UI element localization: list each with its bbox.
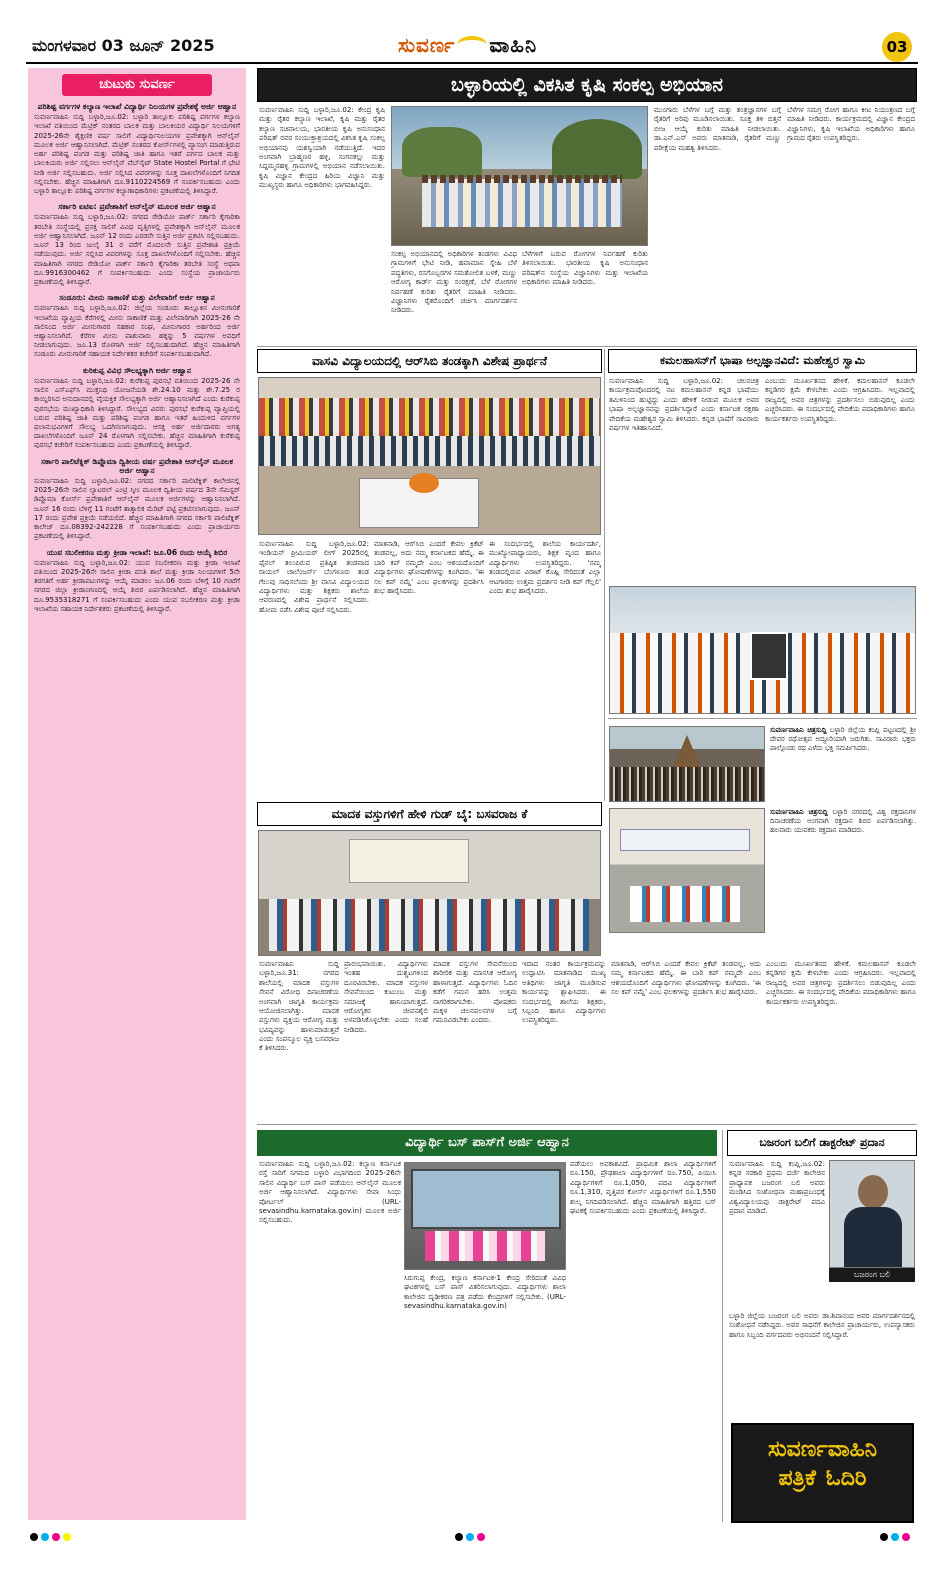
divider [257,1124,917,1125]
doctorate-col-1: ಸುವರ್ಣವಾಹಿನಿ ಸುದ್ದಿ ಕಂಪ್ಲಿ,ಜೂ.02: ಕನ್ನಡ ಸರಕಾರಿ ಪ್ರಥಮ ದರ್ಜೆ ಕಾಲೇಜಿನ ಪ್ರಾಧ್ಯಾಪಕ ಬಜರಂಗ ಬಲಿ ಅವರು ಮಂಡಿಸಿದ ಸಂಶೋಧನಾ ಮಹಾಪ್ರಬಂಧಕ್ಕೆ ವಿಶ್ವವಿದ್ಯಾಲಯವು ಡಾಕ್ಟರೇಟ್ ಪದವಿ ಪ್ರದಾನ ಮಾಡಿದೆ. [729,1160,825,1215]
brief-body: ಸುವರ್ಣವಾಹಿನಿ ಸುದ್ದಿ ಬಳ್ಳಾರಿ,ಜೂ.02: ಕುರೆಕುಪ್ಪ ಪುರಸಭೆ ವತಿಯಿಂದ 2025-26 ನೇ ಸಾಲಿನ ಎಸ್‌ಎಫ್‌ಸಿ ಮುಕ್ತನಿಧಿ ಯೋಜನೆಯಡಿ ಶೇ.24.10 ಮತ್ತು ಶೇ.7.25 ರ ಕಾಯ್ದಿರಿಸಿದ ಅನುದಾನದಲ್ಲಿ ವೈಯಕ್ತಿಕ ಸೌಲಭ್ಯಕ್ಕಾಗಿ ಅರ್ಜಿ ಆಹ್ವಾನಿಸಲಾಗಿದೆ ಎಂದು ಕುರೆಕುಪ್ಪ ಪುರಸಭೆಯ ಮುಖ್ಯಾಧಿಕಾರಿ ತಿಳಿಸಿದ್ದಾರೆ. ಸೌಲಭ್ಯದ ವಿವರ: ಪುರಸಭೆ ಕುರೆಕುಪ್ಪ ವ್ಯಾಪ್ತಿಯಲ್ಲಿ ಬರುವ ಪರಿಶಿಷ್ಟ ಜಾತಿ ಮತ್ತು ಪರಿಶಿಷ್ಟ ಪಂಗಡ ಹಾಗೂ ಇತರೆ ಹಿಂದುಳಿದ ವರ್ಗಗಳ ಫಲಾನುಭವಿಗಳಿಗೆ ಸೌಲಭ್ಯ ಒದಗಿಸಲಾಗುವುದು. ಆಸಕ್ತ ಅರ್ಹ ಅರ್ಜಿದಾರರು ಅಗತ್ಯ ದಾಖಲೆಗಳೊಂದಿಗೆ ಜೂನ್ 24 ರೊಳಗಾಗಿ ಸಲ್ಲಿಸಬೇಕು. ಹೆಚ್ಚಿನ ಮಾಹಿತಿಗಾಗಿ ಕುರೆಕುಪ್ಪ ಪುರಸಭೆ ಕಚೇರಿಗೆ ಸಂಪರ್ಕಿಸಬಹುದು ಎಂದು ಪ್ರಕಟಣೆಯಲ್ಲಿ ತಿಳಿಸಿದ್ದಾರೆ. [34,376,240,450]
page-number: 03 [882,32,912,62]
protest-photo [609,586,916,714]
logo-swoosh-icon [457,36,487,54]
logo-text-right: ವಾಹಿನಿ [489,33,538,57]
blood-brief-lead: ಸುವರ್ಣವಾಹಿನಿ ಚಿತ್ರಸುದ್ದಿ [770,808,828,816]
drug-col-4: ಇದಾದ ನಂತರ ಕಾರ್ಯಕ್ರಮವನ್ನು ಉದ್ಘಾಟಿಸಿ ಮಾತನಾಡಿದ ಮುಖ್ಯ ಅತಿಥಿಗಳು ಜಾಗೃತಿ ಮೂಡಿಸುವ ಕಾರ್ಯವನ್ನು ಶ್ಲಾಘಿಸಿದರು. ಈ ಸಂದರ್ಭದಲ್ಲಿ ಶಾಲೆಯ ಶಿಕ್ಷಕರು, ಸಿಬ್ಬಂದಿ ಹಾಗೂ ವಿದ್ಯಾರ್ಥಿಗಳು ಉಪಸ್ಥಿತರಿದ್ದರು. [522,960,606,1025]
school-headline: ವಾಸವಿ ವಿದ್ಯಾಲಯದಲ್ಲಿ ಆರ್‌ಸಿಬಿ ತಂಡಕ್ಕಾಗಿ ವಿಶೇಷ ಪ್ರಾರ್ಥನೆ [257,349,602,373]
issue-date: ಮಂಗಳವಾರ 03 ಜೂನ್ 2025 [32,36,215,55]
bus-col-1: ಸುವರ್ಣವಾಹಿನಿ ಸುದ್ದಿ ಬಳ್ಳಾರಿ,ಜೂ.02: ಕಲ್ಯಾಣ ಕರ್ನಾಟಕ ರಸ್ತೆ ಸಾರಿಗೆ ನಿಗಮದ ಬಳ್ಳಾರಿ ವಿಭಾಗದಿಂದ 2025-26ನೇ ಸಾಲಿನ ವಿದ್ಯಾರ್ಥಿ ಬಸ್ ಪಾಸ್ ಪಡೆಯಲು ಆನ್‌ಲೈನ್ ಮೂಲಕ ಅರ್ಜಿ ಆಹ್ವಾನಿಸಲಾಗಿದೆ. ವಿದ್ಯಾರ್ಥಿಗಳು ಸೇವಾ ಸಿಂಧು ಪೋರ್ಟಲ್ (URL-sevasindhu.karnataka.gov.in) ಮೂಲಕ ಅರ್ಜಿ ಸಲ್ಲಿಸಬಹುದು. [259,1160,401,1225]
brief-item [34,202,240,287]
ad-line-3: ಓದಿರಿ [825,1466,867,1491]
lead-col-2: ಸಂಕಲ್ಪ ಅಭಿಯಾನದಲ್ಲಿ ಅಧಿಕಾರಿಗಳ ತಂಡಗಳು ವಿವಿಧ ಗ್ರಾಮಗಳಿಗೆ ಭೇಟಿ ನೀಡಿ, ಹವಾಮಾನ ಸ್ನೇಹಿ ಬೆಳೆ ಪದ್ಧತಿಗಳು, ರಸಗೊಬ್ಬರಗಳ ಸಮತೋಲಿತ ಬಳಕೆ, ಮಣ್ಣು ಆರೋಗ್ಯ ಕಾರ್ಡ್ ಮತ್ತು ಸಂರಕ್ಷಣೆ, ಬೆಳೆ ರೋಗಗಳ ನಿರ್ವಹಣೆ ಕುರಿತು ರೈತರಿಗೆ ಮಾಹಿತಿ ನೀಡಿದರು. ವಿಜ್ಞಾನಿಗಳು ರೈತರೊಂದಿಗೆ ಚರ್ಚಿಸಿ ಮಾರ್ಗದರ್ಶನ ನೀಡಿದರು. [391,250,517,315]
lead-col-3: ಮುಂಗಾರು ಬೆಳೆಗಳ ಬಗ್ಗೆ ಮತ್ತು ತಂತ್ರಜ್ಞಾನಗಳ ಬಗ್ಗೆ ರೈತರಿಗೆ ಅರಿವು ಮೂಡಿಸಲಾಯಿತು. ಸೂಕ್ತ ತಳಿ ಬಿತ್ತನೆ ಬೀಜ ಆಯ್ಕೆ ಕುರಿತು ಮಾಹಿತಿ ನೀಡಲಾಯಿತು. ಡಾ.ಎನ್.ಎಸ್ ಅವರು ಮಾತನಾಡಿ, ರೈತರಿಗೆ ಮಣ್ಣು ಪರೀಕ್ಷೆಯ ಮಹತ್ವ ತಿಳಿಸಿದರು. [654,106,781,152]
kamal-headline: ಕಮಲಹಾಸನ್‌ಗೆ ಭಾಷಾ ಅಲ್ಪಜ್ಞಾನವಿದೆ: ಮಹೇಶ್ವರ ಸ್ವಾಮಿ [608,349,917,373]
bus-pass-headline: ವಿದ್ಯಾರ್ಥಿ ಬಸ್ ಪಾಸ್‌ಗೆ ಅರ್ಜಿ ಆಹ್ವಾನ [257,1130,717,1156]
brief-item [34,457,240,542]
divider [257,346,917,347]
lead-headline: ಬಳ್ಳಾರಿಯಲ್ಲಿ ವಿಕಸಿತ ಕೃಷಿ ಸಂಕಲ್ಪ ಅಭಿಯಾನ [257,68,917,102]
drug-col-3: ಮಾದಕ ವಸ್ತುಗಳ ಸೇವನೆಯಿಂದ ಶಾರೀರಿಕ ಮತ್ತು ಮಾನಸಿಕ ಆರೋಗ್ಯ ಹಾಳಾಗುತ್ತದೆ. ವಿದ್ಯಾರ್ಥಿಗಳು ಓದಿನ ಕಡೆಗೆ ಗಮನ ಹರಿಸಿ ಉತ್ತಮ ನಾಗರಿಕರಾಗಬೇಕು. ಪೋಷಕರು ಮಕ್ಕಳ ಚಲನವಲನಗಳ ಬಗ್ಗೆ ಗಮನವಿಡಬೇಕು ಎಂದರು. [433,960,517,1025]
portrait-caption: ಬಜರಂಗ ಬಲಿ [829,1268,915,1282]
school-col-1: ಸುವರ್ಣವಾಹಿನಿ ಸುದ್ದಿ ಬಳ್ಳಾರಿ,ಜೂ.02: ಇಂಡಿಯನ್ ಪ್ರೀಮಿಯರ್ ಲೀಗ್ 2025ರಲ್ಲಿ ಫೈನಲ್ ತಲುಪಿರುವ ಪ್ರತಿಷ್ಠಿತ ತಂಡವಾದ ರಾಯಲ್ ಚಾಲೆಂಜರ್ಸ್ ಬೆಂಗಳೂರು ತಂಡ ಗೆಲುವು ಸಾಧಿಸಲೆಂದು ಶ್ರೀ ವಾಸವಿ ವಿದ್ಯಾಲಯದ ವಿದ್ಯಾರ್ಥಿಗಳು ಮತ್ತು ಶಿಕ್ಷಕರು ಶಾಲೆಯ ಆವರಣದಲ್ಲಿ ವಿಶೇಷ ಪ್ರಾರ್ಥನೆ ಸಲ್ಲಿಸಿದರು. ಹೋಮ ನಡೆಸಿ ವಿಶೇಷ ಪೂಜೆ ಸಲ್ಲಿಸಿದರು. [259,540,369,614]
ad-line-1: ಸುವರ್ಣವಾಹಿನಿ [767,1437,878,1462]
rcb-prayer-photo [258,377,601,535]
brief-item [34,548,240,615]
chariot-festival-photo [609,726,765,802]
brief-body: ಸುವರ್ಣವಾಹಿನಿ ಸುದ್ದಿ ಬಳ್ಳಾರಿ,ಜೂ.02: ಯುವ ಸಬಲೀಕರಣ ಮತ್ತು ಕ್ರೀಡಾ ಇಲಾಖೆ ವತಿಯಿಂದ 2025-26ನೇ ಸಾಲಿನ ಕ್ರೀಡಾ ವಸತಿ ಶಾಲೆ ಮತ್ತು ಕ್ರೀಡಾ ನಿಲಯಗಳಿಗೆ 5ನೇ ತರಗತಿಗೆ ಅರ್ಹ ಕ್ರೀಡಾಪಟುಗಳನ್ನು ಆಯ್ಕೆ ಮಾಡಲು ಜೂ.06 ರಂದು ಬೆಳಿಗ್ಗೆ 10 ಗಂಟೆಗೆ ನಗರದ ಜಿಲ್ಲಾ ಕ್ರೀಡಾಂಗಣದಲ್ಲಿ ಆಯ್ಕೆ ಶಿಬಿರ ಏರ್ಪಡಿಸಲಾಗಿದೆ. ಹೆಚ್ಚಿನ ಮಾಹಿತಿಗಾಗಿ ದೂ.9535318271 ಗೆ ಸಂಪರ್ಕಿಸಬಹುದು ಎಂದು ಯುವ ಸಬಲೀಕರಣ ಮತ್ತು ಕ್ರೀಡಾ ಇಲಾಖೆಯ ಸಹಾಯಕ ನಿರ್ದೇಶಕರು ಪ್ರಕಟಣೆಯಲ್ಲಿ ತಿಳಿಸಿದ್ದಾರೆ. [34,558,240,613]
drug-col-6: ಎಂಬುದು ಮೂರ್ಖತನದ ಹೇಳಿಕೆ. ಕಮಲಹಾಸನ್ ಕೂಡಲೇ ಕನ್ನಡಿಗರ ಕ್ಷಮೆ ಕೇಳಬೇಕು ಎಂದು ಆಗ್ರಹಿಸಿದರು. ಇಲ್ಲವಾದಲ್ಲಿ ರಾಜ್ಯದಲ್ಲಿ ಅವರ ಚಿತ್ರಗಳನ್ನು ಪ್ರದರ್ಶಿಸಲು ಬಿಡುವುದಿಲ್ಲ ಎಂದು ಎಚ್ಚರಿಸಿದರು. ಈ ಸಂದರ್ಭದಲ್ಲಿ ವೇದಿಕೆಯ ಪದಾಧಿಕಾರಿಗಳು ಹಾಗೂ ಕಾರ್ಯಕರ್ತರು ಉಪಸ್ಥಿತರಿದ್ದರು. [766,960,916,1006]
doctorate-headline: ಬಜರಂಗ ಬಲಿಗೆ ಡಾಕ್ಟರೇಟ್ ಪ್ರದಾನ [727,1130,917,1156]
drug-awareness-photo [258,830,601,956]
lead-col-4: ಬೆಳೆಗಳ ಸಮಗ್ರ ರೋಗ ಹಾಗೂ ಕೀಟ ನಿಯಂತ್ರಣದ ಬಗ್ಗೆ ಮಾಹಿತಿ ನೀಡಿದರು. ಕಾರ್ಯಕ್ರಮದಲ್ಲಿ ವಿಜ್ಞಾನ ಕೇಂದ್ರದ ವಿಜ್ಞಾನಿಗಳು, ಕೃಷಿ ಇಲಾಖೆಯ ಅಧಿಕಾರಿಗಳು ಹಾಗೂ ಗ್ರಾಮದ ರೈತರು ಉಪಸ್ಥಿತರಿದ್ದರು. [787,106,915,143]
brief-heading: ಸರ್ಕಾರಿ ಐಟಿಐ: ಪ್ರವೇಶಾತಿಗೆ ಆನ್‌ಲೈನ್ ಮೂಲಕ ಅರ್ಜಿ ಆಹ್ವಾನ [58,202,216,212]
print-registration-marks-right [880,1530,910,1544]
brief-heading: ಪರಿಶಿಷ್ಟ ವರ್ಗಗಳ ಕಲ್ಯಾಣ ಇಲಾಖೆ ವಿದ್ಯಾರ್ಥಿ ನಿಲಯಗಳ ಪ್ರವೇಶಕ್ಕೆ ಅರ್ಜಿ ಆಹ್ವಾನ [37,102,237,111]
bus-students-photo [404,1162,566,1270]
chariot-brief [770,726,916,802]
kamal-col-2: ಎಂಬುದು ಮೂರ್ಖತನದ ಹೇಳಿಕೆ. ಕಮಲಹಾಸನ್ ಕೂಡಲೇ ಕನ್ನಡಿಗರ ಕ್ಷಮೆ ಕೇಳಬೇಕು ಎಂದು ಆಗ್ರಹಿಸಿದರು. ಇಲ್ಲವಾದಲ್ಲಿ ರಾಜ್ಯದಲ್ಲಿ ಅವರ ಚಿತ್ರಗಳನ್ನು ಪ್ರದರ್ಶಿಸಲು ಬಿಡುವುದಿಲ್ಲ ಎಂದು ಎಚ್ಚರಿಸಿದರು. ಈ ಸಂದರ್ಭದಲ್ಲಿ ವೇದಿಕೆಯ ಪದಾಧಿಕಾರಿಗಳು ಹಾಗೂ ಕಾರ್ಯಕರ್ತರು ಉಪಸ್ಥಿತರಿದ್ದರು. [765,377,915,423]
blood-brief [770,808,916,933]
school-col-3: ಈ ಸಂದರ್ಭದಲ್ಲಿ ಶಾಲೆಯ ಕಾರ್ಯದರ್ಶಿ, ಮುಖ್ಯೋಪಾಧ್ಯಾಯರು, ಶಿಕ್ಷಕ ವೃಂದ ಹಾಗೂ ವಿದ್ಯಾರ್ಥಿಗಳು ಉಪಸ್ಥಿತರಿದ್ದರು. 'ನಮ್ಮ ತಂಡದಲ್ಲಿರುವ ವಿರಾಟ್ ಕೊಹ್ಲಿ ಸೇರಿದಂತೆ ಎಲ್ಲಾ ಆಟಗಾರರು ಉತ್ತಮ ಪ್ರದರ್ಶನ ನೀಡಿ ಕಪ್ ಗೆಲ್ಲಲಿ' ಎಂದು ಶುಭ ಹಾರೈಸಿದರು. [489,540,601,595]
drug-col-2: ಪ್ರಾರಂಭವಾಯಿತು. ವಿದ್ಯಾರ್ಥಿಗಳು ಇಂತಹ ದುಶ್ಚಟಗಳಿಂದ ದೂರವಿರಬೇಕು. ಮಾದಕ ವಸ್ತುಗಳ ಸೇವನೆಯಿಂದ ಕುಟುಂಬ ಮತ್ತು ಸಮಾಜಕ್ಕೆ ಹಾನಿಯಾಗುತ್ತದೆ. ಆರೋಗ್ಯಕರ ಜೀವನಶೈಲಿ ಅಳವಡಿಸಿಕೊಳ್ಳಬೇಕು ಎಂದು ಸಲಹೆ ನೀಡಿದರು. [344,960,428,1034]
bus-col-3: ಪಡೆಯಲು ಅವಕಾಶವಿದೆ. ಪ್ರಾಥಮಿಕ ಶಾಲಾ ವಿದ್ಯಾರ್ಥಿಗಳಿಗೆ ರೂ.150, ಪ್ರೌಢಶಾಲಾ ವಿದ್ಯಾರ್ಥಿಗಳಿಗೆ ರೂ.750, ಪಿಯುಸಿ ವಿದ್ಯಾರ್ಥಿಗಳಿಗೆ ರೂ.1,050, ಪದವಿ ವಿದ್ಯಾರ್ಥಿಗಳಿಗೆ ರೂ.1,310, ವೃತ್ತಿಪರ ಕೋರ್ಸ್ ವಿದ್ಯಾರ್ಥಿಗಳಿಗೆ ರೂ.1,550 ಶುಲ್ಕ ನಿಗದಿಪಡಿಸಲಾಗಿದೆ. ಹೆಚ್ಚಿನ ಮಾಹಿತಿಗಾಗಿ ಹತ್ತಿರದ ಬಸ್ ಘಟಕಕ್ಕೆ ಸಂಪರ್ಕಿಸಬಹುದು ಎಂದು ಪ್ರಕಟಣೆಯಲ್ಲಿ ತಿಳಿಸಿದ್ದಾರೆ. [570,1160,716,1215]
brief-heading: ಯುವ ಸಬಲೀಕರಣ ಮತ್ತು ಕ್ರೀಡಾ ಇಲಾಖೆ: ಜೂ.06 ರಂದು ಆಯ್ಕೆ ಶಿಬಿರ [46,547,228,557]
brief-body: ಸುವರ್ಣವಾಹಿನಿ ಸುದ್ದಿ ಬಳ್ಳಾರಿ,ಜೂ.02: ನಗರದ ರೇಡಿಯೋ ಪಾರ್ಕ್ ಸರ್ಕಾರಿ ಕೈಗಾರಿಕಾ ತರಬೇತಿ ಸಂಸ್ಥೆಯಲ್ಲಿ ಪ್ರಸಕ್ತ ಸಾಲಿಗೆ ವಿವಿಧ ವೃತ್ತಿಗಳಲ್ಲಿ ಪ್ರವೇಶಕ್ಕಾಗಿ ಆನ್‌ಲೈನ್ ಮೂಲಕ ಅರ್ಜಿ ಆಹ್ವಾನಿಸಲಾಗಿದೆ. ಜೂನ್ 12 ರಂದು ಎರಡನೇ ಸುತ್ತಿನ ಅರ್ಜಿ ಪ್ರಕಟಿಸಿ ಸಲ್ಲಿಸಬಹುದು. ಜೂನ್ 13 ರಿಂದ ಜುಲೈ 31 ರ ವರೆಗೆ ಮೊದಲನೇ ಸುತ್ತಿನ ಪ್ರವೇಶಾತಿ ಪ್ರಕ್ರಿಯೆ ನಡೆಯುವುದು. ಅರ್ಜಿ ಸಲ್ಲಿಸಿದ ವಿವರಗಳನ್ನು ಸೂಕ್ತ ದಾಖಲೆಗಳೊಂದಿಗೆ ಸಲ್ಲಿಸಬೇಕು. ಹೆಚ್ಚಿನ ಮಾಹಿತಿಗಾಗಿ ನಗರದ ರೇಡಿಯೋ ಪಾರ್ಕ್ ಸರ್ಕಾರಿ ಕೈಗಾರಿಕಾ ತರಬೇತಿ ಸಂಸ್ಥೆ ಅಥವಾ ದೂ.9916300462 ಗೆ ಸಂಪರ್ಕಿಸಬಹುದು ಎಂದು ಸಂಸ್ಥೆಯ ಪ್ರಾಚಾರ್ಯರು ಪ್ರಕಟಣೆಯಲ್ಲಿ ತಿಳಿಸಿದ್ದಾರೆ. [34,213,240,286]
lead-col-3b: ಬೆಳೆಗಳಿಗೆ ಬರುವ ರೋಗಗಳ ನಿರ್ವಹಣೆ ಕುರಿತು ತಿಳಿಸಲಾಯಿತು. ಭಾರತೀಯ ಕೃಷಿ ಅನುಸಂಧಾನ ಪರಿಷತ್‌ನ ಸಂಸ್ಥೆಯ ವಿಜ್ಞಾನಿಗಳು ಮತ್ತು ಇಲಾಖೆಯ ಅಧಿಕಾರಿಗಳು ಮಾಹಿತಿ ನೀಡಿದರು. [522,250,648,287]
brief-item [34,102,240,196]
brief-heading: ಸಂಡೂರು: ಮೀನು ಸಾಕಾಣಿಕೆ ಮತ್ತು ವಿಲೇವಾರಿಗೆ ಅರ್ಜಿ ಆಹ್ವಾನ [59,293,215,303]
blood-donation-photo [609,808,765,933]
chariot-brief-body: ಬಳ್ಳಾರಿ ಜಿಲ್ಲೆಯ ಕಂಪ್ಲಿ ಪಟ್ಟಣದಲ್ಲಿ ಶ್ರೀ ದೇವರ ರಥೋತ್ಸವ ಅದ್ದೂರಿಯಾಗಿ ಜರುಗಿತು. ಸಾವಿರಾರು ಭಕ್ತರು ಪಾಲ್ಗೊಂಡು ರಥ ಎಳೆದು ಭಕ್ತಿ ಸಮರ್ಪಿಸಿದರು. [770,726,916,752]
newspaper-logo [398,30,537,60]
print-registration-marks-left [30,1530,71,1544]
divider [722,1130,723,1522]
drug-col-1: ಸುವರ್ಣವಾಹಿನಿ ಸುದ್ದಿ ಬಳ್ಳಾರಿ,ಜೂ.31: ನಗರದ ಶಾಲೆಯಲ್ಲಿ ಮಾದಕ ವಸ್ತುಗಳ ಸೇವನೆ ವಿರೋಧಿ ದಿನಾಚರಣೆಯ ಅಂಗವಾಗಿ ಜಾಗೃತಿ ಕಾರ್ಯಕ್ರಮ ಆಯೋಜಿಸಲಾಗಿತ್ತು. ಮಾದಕ ವಸ್ತುಗಳು ವ್ಯಕ್ತಿಯ ಆರೋಗ್ಯ ಮತ್ತು ಭವಿಷ್ಯವನ್ನು ಹಾಳುಮಾಡುತ್ತವೆ ಎಂದು ಸಂಪನ್ಮೂಲ ವ್ಯಕ್ತಿ ಬಸವರಾಜ ಕೆ ತಿಳಿಸಿದರು. [259,960,339,1053]
logo-text-left: ಸುವರ್ಣ [398,33,456,57]
lead-col-1: ಸುವರ್ಣವಾಹಿನಿ ಸುದ್ದಿ ಬಳ್ಳಾರಿ,ಜೂ.02: ಕೇಂದ್ರ ಕೃಷಿ ಮತ್ತು ರೈತರ ಕಲ್ಯಾಣ ಇಲಾಖೆ, ಕೃಷಿ ಮತ್ತು ರೈತರ ಕಲ್ಯಾಣ ಸಚಿವಾಲಯ, ಭಾರತೀಯ ಕೃಷಿ ಅನುಸಂಧಾನ ಪರಿಷತ್ ರವರ ಸಂಯುಕ್ತಾಶ್ರಯದಲ್ಲಿ ವಿಕಸಿತ ಕೃಷಿ ಸಂಕಲ್ಪ ಅಭಿಯಾನವು ಯಶಸ್ವಿಯಾಗಿ ನಡೆಯುತ್ತಿದೆ. ಇದರ ಅಂಗವಾಗಿ ಬ್ರಾಹ್ಮಣರ ಹಳ್ಳಿ, ಸಂಗನಕಲ್ಲು ಮತ್ತು ಸಿದ್ದಮ್ಮನಹಳ್ಳಿ ಗ್ರಾಮಗಳಲ್ಲಿ ಅಭಿಯಾನ ನಡೆಸಲಾಯಿತು. ಕೃಷಿ ವಿಜ್ಞಾನ ಕೇಂದ್ರದ ಹಿರಿಯ ವಿಜ್ಞಾನಿ ಮತ್ತು ಮುಖ್ಯಸ್ಥರು ಹಾಗೂ ಅಧಿಕಾರಿಗಳು ಭಾಗವಹಿಸಿದ್ದರು. [259,106,385,189]
farmers-group-photo [391,106,648,246]
brief-heading: ಕುರಿಕುಪ್ಪ ವಿವಿಧ ಸೌಲಭ್ಯಕ್ಕಾಗಿ ಅರ್ಜಿ ಆಹ್ವಾನ [83,365,191,375]
brief-item [34,293,240,360]
drug-col-5: ಮಾತನಾಡಿ, ಆರ್‌ಸಿಬಿ ಎಂದರೆ ಕೇವಲ ಕ್ರಿಕೆಟ್ ತಂಡವಲ್ಲ, ಅದು ನಮ್ಮ ಕರ್ನಾಟಕದ ಹೆಮ್ಮೆ. ಈ ಬಾರಿ ಕಪ್ ನಮ್ಮದೇ ಎಂಬ ಆಶಯದೊಂದಿಗೆ ವಿದ್ಯಾರ್ಥಿಗಳು ಘೋಷಣೆಗಳನ್ನು ಕೂಗಿದರು. 'ಈ ಸಲ ಕಪ್ ನಮ್ದೆ' ಎಂಬ ಫಲಕಗಳನ್ನು ಪ್ರದರ್ಶಿಸಿ ಶುಭ ಹಾರೈಸಿದರು. [611,960,761,997]
brief-item [34,366,240,451]
blood-brief-body: ಬಳ್ಳಾರಿ ನಗರದಲ್ಲಿ ವಿಶ್ವ ರಕ್ತದಾನಿಗಳ ದಿನಾಚರಣೆಯ ಅಂಗವಾಗಿ ರಕ್ತದಾನ ಶಿಬಿರ ಏರ್ಪಡಿಸಲಾಗಿತ್ತು. ಹಲವಾರು ಯುವಕರು ರಕ್ತದಾನ ಮಾಡಿದರು. [770,808,916,834]
school-col-2: ಮಾತನಾಡಿ, ಆರ್‌ಸಿಬಿ ಎಂದರೆ ಕೇವಲ ಕ್ರಿಕೆಟ್ ತಂಡವಲ್ಲ, ಅದು ನಮ್ಮ ಕರ್ನಾಟಕದ ಹೆಮ್ಮೆ. ಈ ಬಾರಿ ಕಪ್ ನಮ್ಮದೇ ಎಂಬ ಆಶಯದೊಂದಿಗೆ ವಿದ್ಯಾರ್ಥಿಗಳು ಘೋಷಣೆಗಳನ್ನು ಕೂಗಿದರು. 'ಈ ಸಲ ಕಪ್ ನಮ್ದೆ' ಎಂಬ ಫಲಕಗಳನ್ನು ಪ್ರದರ್ಶಿಸಿ ಶುಭ ಹಾರೈಸಿದರು. [374,540,484,595]
bajaranga-bali-portrait [829,1160,915,1268]
brief-body: ಸುವರ್ಣವಾಹಿನಿ ಸುದ್ದಿ ಬಳ್ಳಾರಿ,ಜೂ.02: ಬಳ್ಳಾರಿ ತಾಲ್ಲೂಕು ಪರಿಶಿಷ್ಟ ವರ್ಗಗಳ ಕಲ್ಯಾಣ ಇಲಾಖೆ ವತಿಯಿಂದ ಮೆಟ್ರಿಕ್ ನಂತರದ ಬಾಲಕ ಮತ್ತು ಬಾಲಕಿಯರ ವಿದ್ಯಾರ್ಥಿ ನಿಲಯಗಳಿಗೆ 2025-26ನೇ ಶೈಕ್ಷಣಿಕ ವರ್ಷ ಸಾಲಿಗೆ ವಿದ್ಯಾರ್ಥಿನಿಲಯಗಳ ಪ್ರವೇಶಕ್ಕಾಗಿ ಆನ್‌ಲೈನ್ ಮೂಲಕ ಅರ್ಜಿ ಆಹ್ವಾನಿಸಲಾಗಿದೆ. ಮೆಟ್ರಿಕ್ ನಂತರದ ಕೋರ್ಸ್‌ಗಳಲ್ಲಿ ವ್ಯಾಸಂಗ ಮಾಡುತ್ತಿರುವ ಅರ್ಹ ಪರಿಶಿಷ್ಟ ಪಂಗಡ ಮತ್ತು ಪರಿಶಿಷ್ಟ ಜಾತಿ ಹಾಗೂ ಇತರೆ ವರ್ಗದ ಬಾಲಕ ಮತ್ತು ಬಾಲಕಿಯರು ಅರ್ಜಿ ಸಲ್ಲಿಸಲು ಆನ್‌ಲೈನ್ ವೆಬ್‌ಸೈಟ್ State Hostel Portal ಗೆ ಭೇಟಿ ನೀಡಿ ಅರ್ಜಿ ಸಲ್ಲಿಸಬಹುದು. ಅರ್ಜಿ ಸಲ್ಲಿಸಿದ ವಿವರಗಳನ್ನು ಸೂಕ್ತ ದಾಖಲೆಗಳೊಂದಿಗೆ ನಿಗದಿತ ಸಲ್ಲಿಸಬೇಕು. ಹೆಚ್ಚಿನ ಮಾಹಿತಿಗಾಗಿ ದೂ.9110224569 ಗೆ ಸಂಪರ್ಕಿಸಬಹುದು ಎಂದು ಬಳ್ಳಾರಿ ತಾಲ್ಲೂಕು ಪರಿಶಿಷ್ಟ ವರ್ಗಗಳ ಕಲ್ಯಾಣಾಧಿಕಾರಿಗಳು ಪ್ರಕಟಣೆಯಲ್ಲಿ ತಿಳಿಸಿದ್ದಾರೆ. [34,113,240,195]
divider [608,718,917,719]
print-registration-marks-center [455,1530,485,1544]
newspaper-promo-ad [731,1423,914,1523]
drug-headline: ಮಾದಕ ವಸ್ತುಗಳಿಗೆ ಹೇಳಿ ಗುಡ್ ಬೈ: ಬಸವರಾಜ ಕೆ [257,802,602,826]
briefs-column [28,68,246,1520]
chariot-brief-lead: ಸುವರ್ಣವಾಹಿನಿ ಚಿತ್ರಸುದ್ದಿ [770,726,827,734]
brief-heading: ಸರ್ಕಾರಿ ಪಾಲಿಟೆಕ್ನಿಕ್ ಡಿಪ್ಲೊಮಾ ದ್ವಿತೀಯ ವರ್ಷ ಪ್ರವೇಶಾತಿ ಆನ್‌ಲೈನ್ ಮೂಲಕ ಅರ್ಜಿ ಆಹ್ವಾನ [40,456,234,475]
bus-col-2: ಸಿರುಗುಪ್ಪ ಕೇಂದ್ರ, ಕಲ್ಯಾಣ ಕರ್ನಾಟಕ-1 ಕೇಂದ್ರ ಸೇರಿದಂತೆ ವಿವಿಧ ಘಟಕಗಳಲ್ಲಿ ಬಸ್ ಪಾಸ್ ವಿತರಿಸಲಾಗುವುದು. ವಿದ್ಯಾರ್ಥಿಗಳು ಶಾಲಾ ಕಾಲೇಜಿನ ದೃಢೀಕರಣ ಪತ್ರ ಪಡೆದು ಕೇಂದ್ರಗಳಿಗೆ ಸಲ್ಲಿಸಬೇಕು. (URL-sevasindhu.karnataka.gov.in) [404,1274,566,1311]
brief-body: ಸುವರ್ಣವಾಹಿನಿ ಸುದ್ದಿ ಬಳ್ಳಾರಿ,ಜೂ.02: ನಗರದ ಸರ್ಕಾರಿ ಪಾಲಿಟೆಕ್ನಿಕ್ ಕಾಲೇಜಿನಲ್ಲಿ 2025-26ನೇ ಸಾಲಿನ ಲ್ಯಾಟರಲ್ ಎಂಟ್ರಿ ಸ್ಕೀಂ ಮೂಲಕ ದ್ವಿತೀಯ ವರ್ಷದ 3ನೇ ಸೆಮಿಸ್ಟರ್ ಡಿಪ್ಲೊಮಾ ಕೋರ್ಸ್ ಪ್ರವೇಶಾತಿಗೆ ಆನ್‌ಲೈನ್ ಮೂಲಕ ಅರ್ಜಿಗಳನ್ನು ಆಹ್ವಾನಿಸಲಾಗಿದೆ. ಜೂನ್ 16 ರಂದು ಬೆಳಿಗ್ಗೆ 11 ಗಂಟೆಗೆ ತಾತ್ಕಾಲಿಕ ಮೆರಿಟ್ ಪಟ್ಟಿ ಪ್ರಕಟಿಸಲಾಗುವುದು. ಜೂನ್ 17 ರಂದು ಪ್ರವೇಶ ಪ್ರಕ್ರಿಯೆ ನಡೆಯಲಿದೆ. ಹೆಚ್ಚಿನ ಮಾಹಿತಿಗಾಗಿ ನಗರದ ಸರ್ಕಾರಿ ಪಾಲಿಟೆಕ್ನಿಕ್ ಕಾಲೇಜ್ ದೂ.08392-242228 ಗೆ ಸಂಪರ್ಕಿಸಬಹುದು ಎಂದು ಪ್ರಾಚಾರ್ಯರು ಪ್ರಕಟಣೆಯಲ್ಲಿ ತಿಳಿಸಿದ್ದಾರೆ. [34,476,240,541]
masthead [26,30,918,64]
doctorate-col-2: ಬಳ್ಳಾರಿ ಜಿಲ್ಲೆಯ ಬಜರಂಗ ಬಲಿ ಅವರು ಡಾ.ಶಿವಾನಂದ ಅವರ ಮಾರ್ಗದರ್ಶನದಲ್ಲಿ ಸಂಶೋಧನೆ ನಡೆಸಿದ್ದರು. ಅವರ ಸಾಧನೆಗೆ ಕಾಲೇಜಿನ ಪ್ರಾಚಾರ್ಯರು, ಉಪನ್ಯಾಸಕರು ಹಾಗೂ ಸಿಬ್ಬಂದಿ ವರ್ಗದವರು ಅಭಿನಂದನೆ ಸಲ್ಲಿಸಿದ್ದಾರೆ. [729,1312,915,1339]
ad-line-2: ಪತ್ರಿಕೆ [778,1466,816,1491]
divider [604,349,605,801]
briefs-title: ಚುಟುಕು ಸುವರ್ಣ [62,74,212,96]
kamal-col-1: ಸುವರ್ಣವಾಹಿನಿ ಸುದ್ದಿ ಬಳ್ಳಾರಿ,ಜೂ.02: ಚಲನಚಿತ್ರ ಕಾರ್ಯಕ್ರಮವೊಂದರಲ್ಲಿ ನಟ ಕಮಲಹಾಸನ್ ಕನ್ನಡ ಭಾಷೆಯು ತಮಿಳಿನಿಂದ ಹುಟ್ಟಿದ್ದು ಎಂದು ಹೇಳಿಕೆ ನೀಡುವ ಮೂಲಕ ಅವರ ಭಾಷಾ ಅಲ್ಪಜ್ಞಾನವನ್ನು ಪ್ರದರ್ಶಿಸಿದ್ದಾರೆ ಎಂದು ಕರ್ನಾಟಕ ರಕ್ಷಣಾ ವೇದಿಕೆಯ ಮಹೇಶ್ವರ ಸ್ವಾಮಿ ತಿಳಿಸಿದರು. ಕನ್ನಡ ಭಾಷೆಗೆ ಸಾವಿರಾರು ವರ್ಷಗಳ ಇತಿಹಾಸವಿದೆ. [609,377,759,432]
brief-body: ಸುವರ್ಣವಾಹಿನಿ ಸುದ್ದಿ ಬಳ್ಳಾರಿ,ಜೂ.02: ಜಿಲ್ಲೆಯ ಸಂಡೂರು ತಾಲ್ಲೂಕಿನ ಮೀನುಗಾರಿಕೆ ಇಲಾಖೆಯ ವ್ಯಾಪ್ತಿಯ ಕೆರೆಗಳಲ್ಲಿ ಮೀನು ಸಾಕಾಣಿಕೆ ಮತ್ತು ವಿಲೇವಾರಿಗಾಗಿ 2025-26 ನೇ ಸಾಲಿನಿಂದ ಅರ್ಜಿ ಮೀನುಗಾರರ ಸಹಕಾರ ಸಂಘ, ಮೀನುಗಾರರ ಅರ್ಹರಿಂದ ಅರ್ಜಿ ಆಹ್ವಾನಿಸಲಾಗಿದೆ. ಕೆರೆಗಳ ಮೀನು ಪಾಶುವಾರು ಹಕ್ಕನ್ನು 5 ವರ್ಷಗಳ ಅವಧಿಗೆ ನೀಡಲಾಗುವುದು. ಜೂ.13 ರೊಳಗಾಗಿ ಅರ್ಜಿ ಸಲ್ಲಿಸಬಹುದಾಗಿದೆ. ಹೆಚ್ಚಿನ ಮಾಹಿತಿಗಾಗಿ ಸಂಡೂರು ಮೀನುಗಾರಿಕೆ ಸಹಾಯಕ ನಿರ್ದೇಶಕರ ಕಚೇರಿಗೆ ಸಂಪರ್ಕಿಸಬಹುದಾಗಿದೆ. [34,304,240,359]
